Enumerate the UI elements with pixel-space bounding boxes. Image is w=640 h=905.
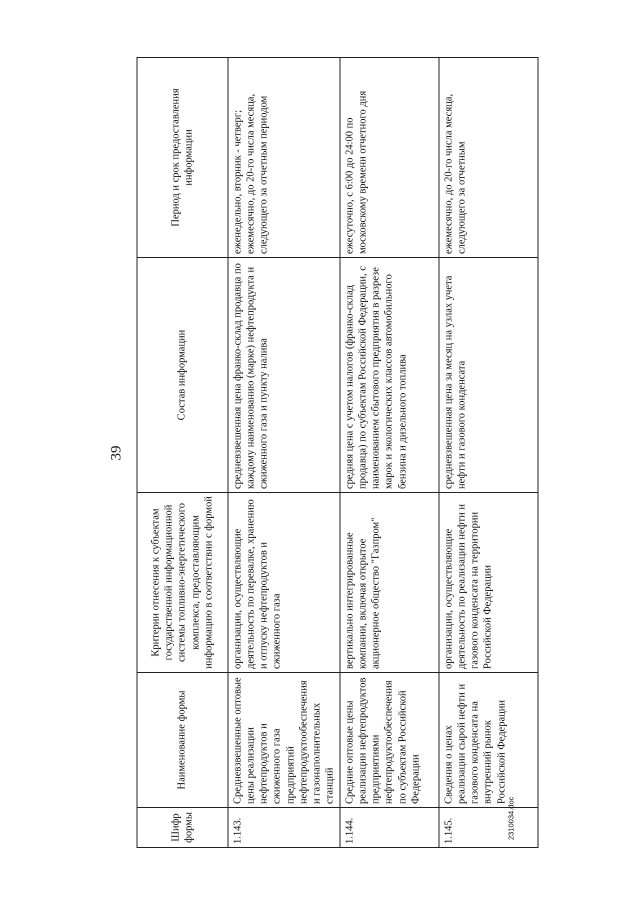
cell-code: 1.145. bbox=[439, 807, 538, 847]
cell-form-name: Сведения о ценах реализации сырой нефти и газового конденсата на внутренний рынок Российской Федерации bbox=[439, 672, 538, 807]
cell-period: ежесуточно, с 6:00 до 24:00 по московскому времени отчетного дня bbox=[340, 57, 439, 257]
cell-content: средневзвешенная цена за месяц на узлах учета нефти и газового конденсата bbox=[439, 257, 538, 492]
cell-criteria: организации, осуществляющие деятельность по реализации нефти и газового конденсата на территории Российской Федерации bbox=[439, 492, 538, 672]
cell-form-name: Средневзвешенные оптовые цены реализации нефтепродуктов и сжиженного газа предприятий нефтепродуктообеспечения и газонаполнительных станций bbox=[228, 672, 340, 807]
header-criteria: Критерии отнесения к субъектам государственной информационной системы топливно-энергетического комплекса, предоставляющим информацию в соответствии с формой bbox=[137, 492, 228, 672]
table-row bbox=[340, 57, 439, 847]
table-header-row bbox=[137, 57, 228, 847]
page-number: 39 bbox=[108, 445, 125, 460]
cell-code: 1.143. bbox=[228, 807, 340, 847]
cell-code: 1.144. bbox=[340, 807, 439, 847]
header-period: Период и срок предоставления информации bbox=[137, 57, 228, 257]
table-row bbox=[228, 57, 340, 847]
cell-content: средневзвешенная цена франко-склад продавца по каждому наименованию (марке) нефтепродукта и сжиженного газа и пункту налива bbox=[228, 257, 340, 492]
cell-criteria: вертикально интегрированные компании, включая открытое акционерное общество "Газпром" bbox=[340, 492, 439, 672]
table-row bbox=[439, 57, 538, 847]
cell-period: еженедельно, вторник - четверг; ежемесячно, до 20-го числа месяца, следующего за отчетным периодом bbox=[228, 57, 340, 257]
cell-period: ежемесячно, до 20-го числа месяца, следующего за отчетным bbox=[439, 57, 538, 257]
header-form-name: Наименование формы bbox=[137, 672, 228, 807]
header-content: Состав информации bbox=[137, 257, 228, 492]
forms-table bbox=[137, 57, 539, 848]
header-code: Шифр формы bbox=[137, 807, 228, 847]
document-file-code: 2310034.doc bbox=[506, 796, 516, 840]
cell-form-name: Средние оптовые цены реализации нефтепродуктов предприятиями нефтепродуктообеспечения по субъектам Российской Федерации bbox=[340, 672, 439, 807]
cell-content: средняя цена с учетом налогов (франко-склад продавца) по субъектам Российской Федерации, с наименованием сбытового предприятия в разрезе марок и экологических классов автомобильного бензина и дизельного топлива bbox=[340, 257, 439, 492]
rotated-page bbox=[103, 58, 538, 848]
cell-criteria: организации, осуществляющие деятельность по перевалке, хранению и отпуску нефтепродуктов и сжиженного газа bbox=[228, 492, 340, 672]
